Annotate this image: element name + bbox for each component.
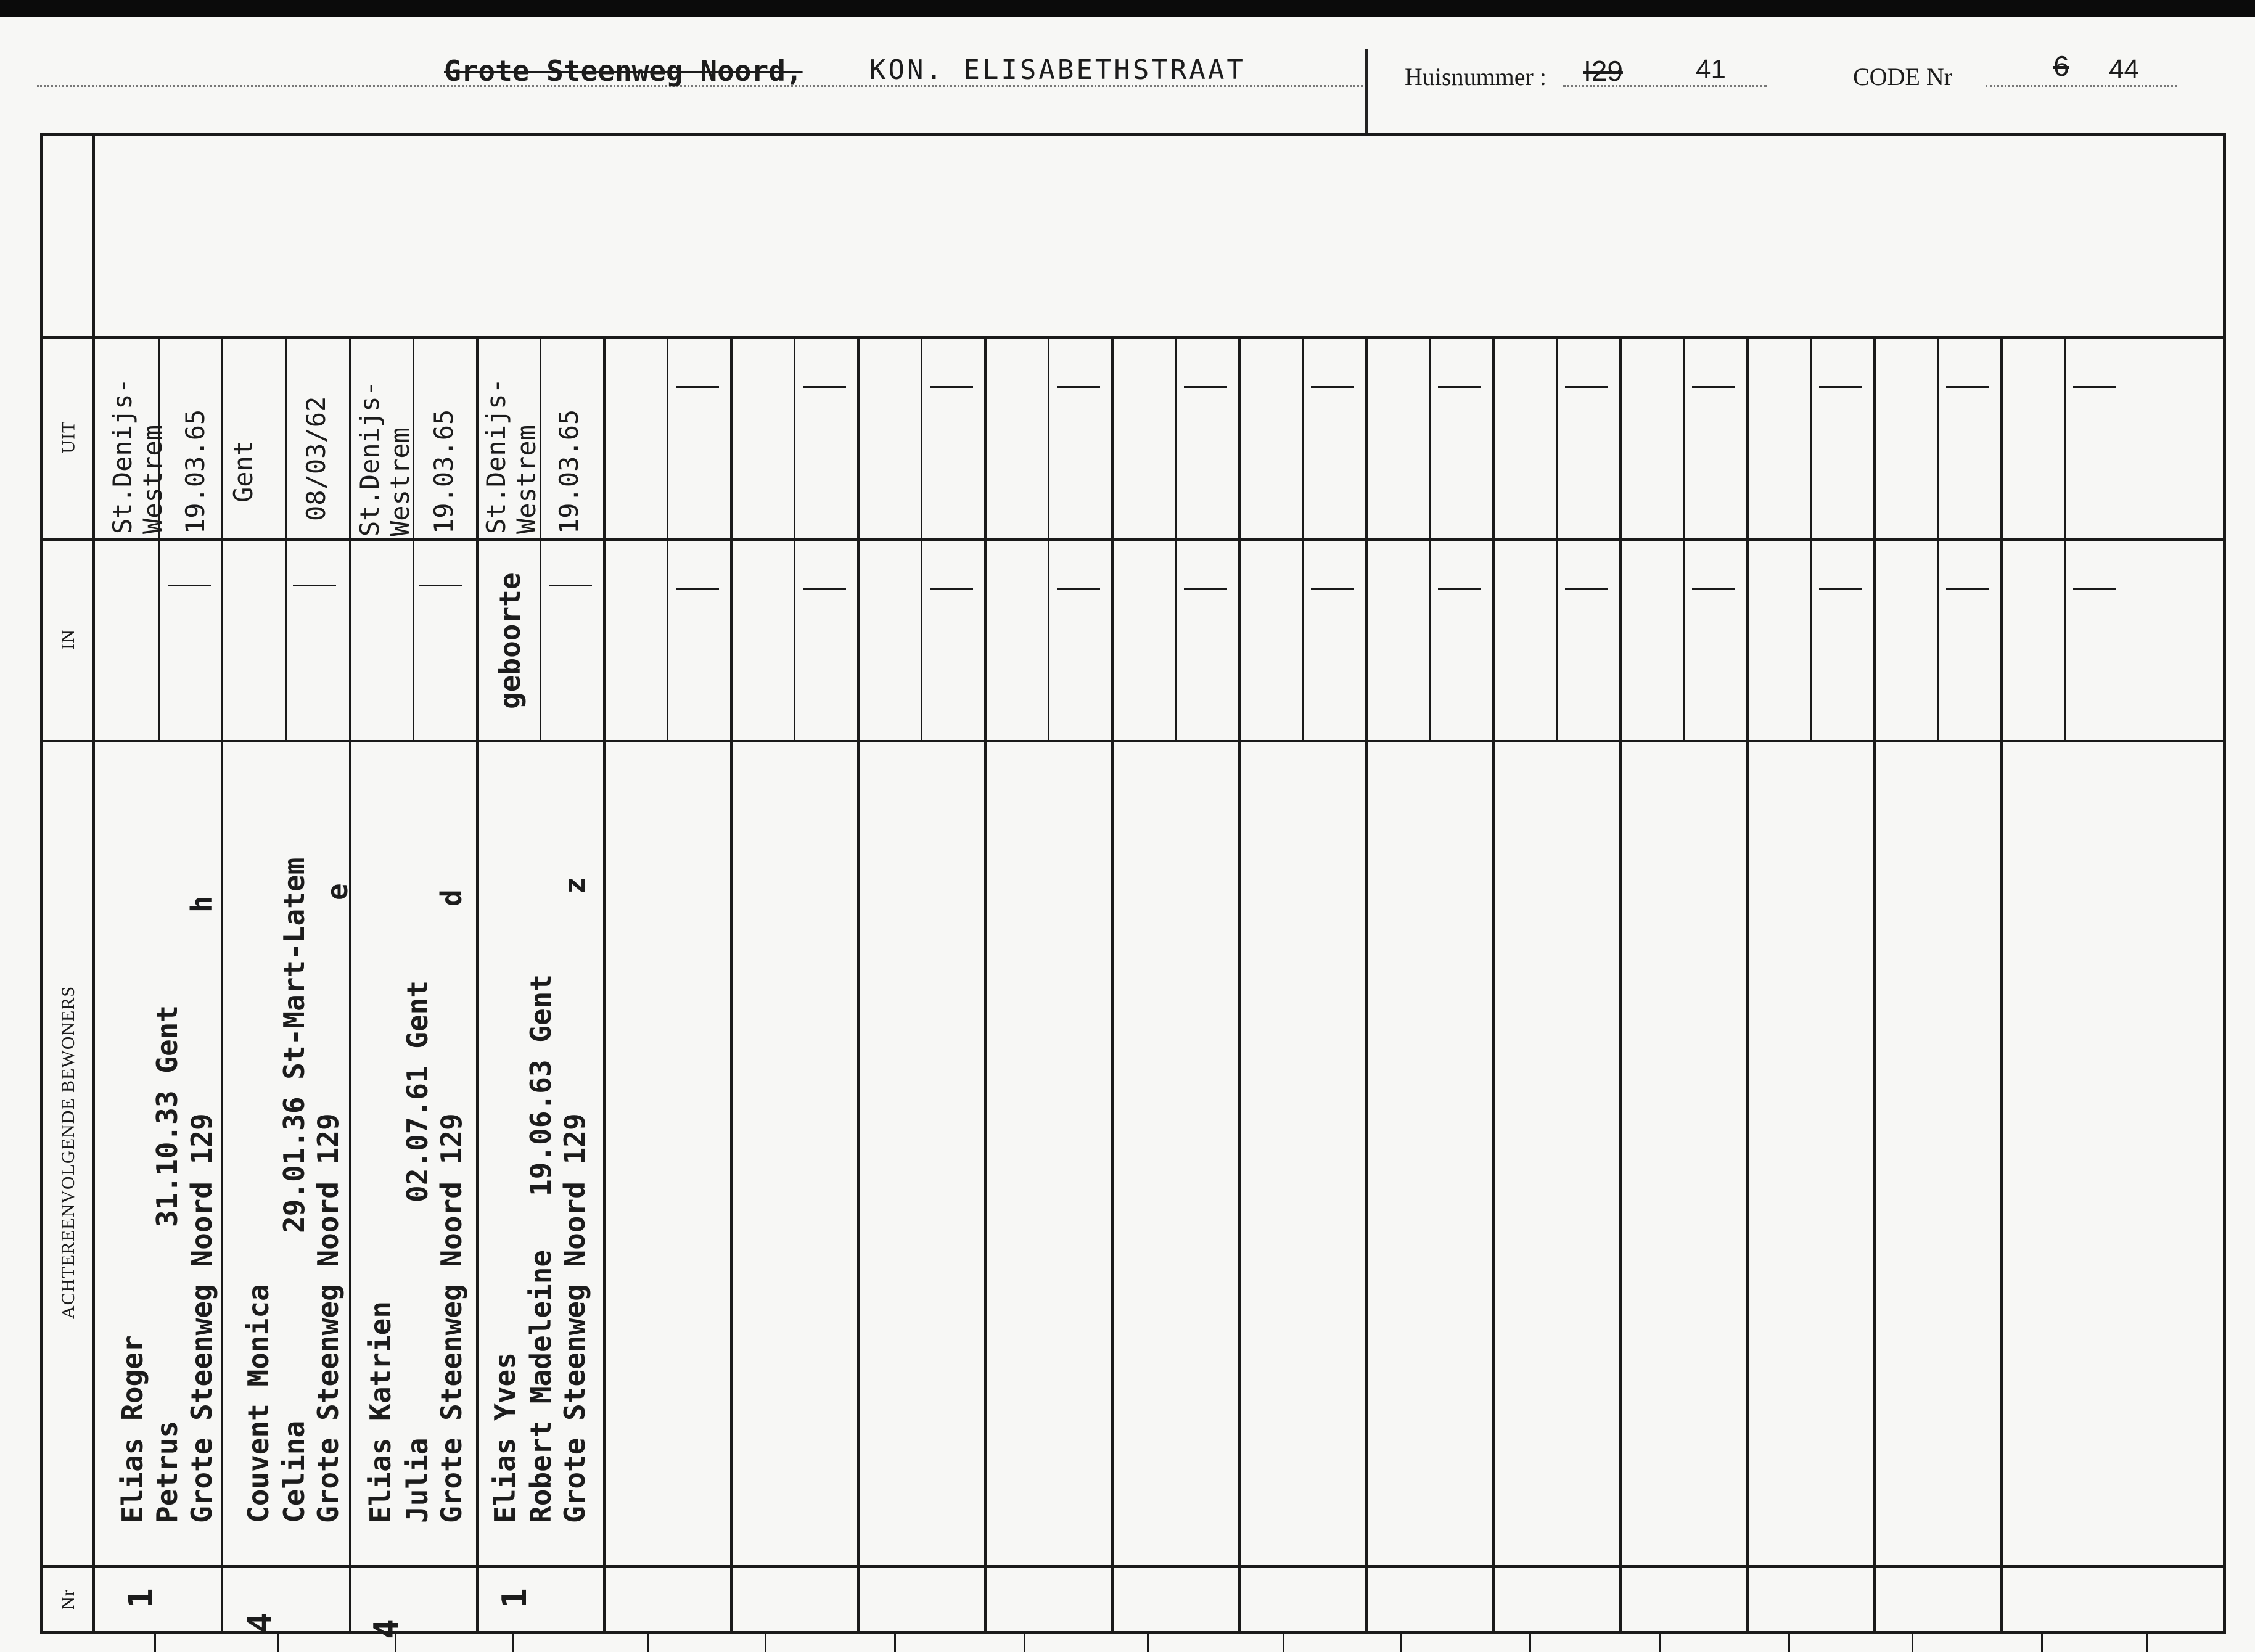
nr-mark: 4 bbox=[366, 1619, 406, 1639]
uit-place: St.Denijs- Westrem bbox=[481, 378, 541, 534]
column-rule bbox=[476, 336, 479, 1634]
in-header: IN bbox=[58, 628, 78, 650]
in-empty-dash bbox=[803, 588, 846, 590]
bottom-tick bbox=[1400, 1634, 1402, 1652]
bottom-tick bbox=[1659, 1634, 1661, 1652]
in-empty-dash bbox=[676, 588, 719, 590]
in-empty-dash bbox=[1819, 588, 1862, 590]
street-new-name: KON. ELISABETHSTRAAT bbox=[869, 54, 1246, 86]
in-empty-dash bbox=[1184, 588, 1227, 590]
uit-empty-dash bbox=[803, 386, 846, 388]
in-empty-dash bbox=[549, 585, 592, 586]
uit-header: UIT bbox=[57, 421, 78, 454]
uit-empty-dash bbox=[1184, 386, 1227, 388]
in-empty-dash bbox=[293, 585, 336, 586]
bottom-tick bbox=[647, 1634, 649, 1652]
uit-place: St.Denijs- Westrem bbox=[355, 380, 415, 536]
in-empty-dash bbox=[930, 588, 973, 590]
code-label: CODE Nr bbox=[1853, 63, 1953, 91]
bottom-tick bbox=[277, 1634, 279, 1652]
huisnummer-old: I29 bbox=[1583, 55, 1623, 87]
resident-given-names: Petrus bbox=[150, 1420, 184, 1523]
sub-column-rule bbox=[2064, 336, 2066, 740]
in-empty-dash bbox=[168, 585, 211, 586]
huisnummer-new: 41 bbox=[1696, 54, 1726, 84]
bewoners-header: ACHTEREENVOLGENDE BEWONERS bbox=[58, 985, 78, 1320]
sub-column-rule bbox=[1937, 336, 1939, 740]
row-rule bbox=[42, 538, 2226, 541]
uit-empty-dash bbox=[1438, 386, 1481, 388]
bottom-tick bbox=[1912, 1634, 1913, 1652]
bottom-tick bbox=[1529, 1634, 1531, 1652]
bottom-tick bbox=[2041, 1634, 2043, 1652]
column-rule bbox=[1111, 336, 1114, 1634]
column-rule bbox=[1873, 336, 1876, 1634]
bottom-tick bbox=[894, 1634, 896, 1652]
column-rule bbox=[730, 336, 733, 1634]
code-dotted-line bbox=[1986, 85, 2177, 87]
bottom-tick bbox=[1283, 1634, 1284, 1652]
code-new: 44 bbox=[2109, 54, 2139, 84]
in-empty-dash bbox=[1438, 588, 1481, 590]
in-empty-dash bbox=[1692, 588, 1735, 590]
uit-empty-dash bbox=[1692, 386, 1735, 388]
sub-column-rule bbox=[1175, 336, 1177, 740]
in-empty-dash bbox=[2073, 588, 2116, 590]
resident-birth: 19.06.63 Gent bbox=[524, 974, 557, 1196]
resident-address: Grote Steenweg Noord 129 bbox=[185, 1113, 218, 1523]
sub-column-rule bbox=[285, 336, 287, 740]
nr-header-cell bbox=[42, 1565, 95, 1634]
street-old-name: Grote Steenweg Noord, bbox=[444, 54, 803, 88]
bottom-tick bbox=[154, 1634, 156, 1652]
column-rule bbox=[1365, 336, 1368, 1634]
row-rule bbox=[42, 1565, 2226, 1568]
resident-given-names: Celina bbox=[277, 1420, 311, 1523]
resident-role: z bbox=[558, 877, 591, 894]
code-old: 6 bbox=[2053, 50, 2069, 82]
resident-role: h bbox=[185, 895, 218, 913]
nr-mark: 1 bbox=[121, 1588, 160, 1608]
nr-mark: 1 bbox=[495, 1588, 534, 1608]
uit-empty-dash bbox=[1311, 386, 1354, 388]
uit-empty-dash bbox=[1819, 386, 1862, 388]
column-rule bbox=[349, 336, 351, 1634]
uit-empty-dash bbox=[1565, 386, 1608, 388]
in-header-cell bbox=[42, 538, 95, 740]
sub-column-rule bbox=[794, 336, 795, 740]
resident-given-names: Julia bbox=[401, 1437, 434, 1523]
header-separator bbox=[1365, 49, 1368, 133]
sub-column-rule bbox=[1302, 336, 1304, 740]
bewoners-header-cell bbox=[42, 740, 95, 1565]
in-empty-dash bbox=[1565, 588, 1608, 590]
uit-empty-dash bbox=[2073, 386, 2116, 388]
resident-birth: 29.01.36 St-Mart-Latem bbox=[277, 857, 311, 1233]
sub-column-rule bbox=[1683, 336, 1685, 740]
uit-date: 19.03.65 bbox=[429, 409, 459, 534]
uit-place: Gent bbox=[228, 440, 258, 503]
bottom-tick bbox=[765, 1634, 766, 1652]
column-rule bbox=[603, 336, 606, 1634]
sub-column-rule bbox=[1556, 336, 1558, 740]
column-rule bbox=[1238, 336, 1241, 1634]
resident-name: Elias Katrien bbox=[364, 1301, 397, 1523]
resident-birth: 31.10.33 Gent bbox=[150, 1005, 184, 1227]
in-empty-dash bbox=[1057, 588, 1100, 590]
sub-column-rule bbox=[1429, 336, 1431, 740]
column-rule bbox=[1746, 336, 1749, 1634]
row-rule bbox=[95, 336, 2226, 339]
resident-birth: 02.07.61 Gent bbox=[401, 980, 434, 1202]
in-empty-dash bbox=[1311, 588, 1354, 590]
top-border-band bbox=[0, 0, 2255, 17]
resident-name: Elias Yves bbox=[488, 1352, 522, 1523]
uit-place: St.Denijs- Westrem bbox=[107, 378, 168, 534]
resident-role: d bbox=[435, 889, 468, 906]
bottom-tick bbox=[2146, 1634, 2148, 1652]
bottom-tick bbox=[1024, 1634, 1025, 1652]
sub-column-rule bbox=[921, 336, 922, 740]
bottom-tick bbox=[1147, 1634, 1149, 1652]
nr-mark: 4 bbox=[240, 1613, 279, 1633]
uit-empty-dash bbox=[676, 386, 719, 388]
resident-name: Elias Roger bbox=[116, 1335, 149, 1523]
huisnummer-label: Huisnummer : bbox=[1405, 63, 1546, 91]
resident-address: Grote Steenweg Noord 129 bbox=[558, 1113, 591, 1523]
column-rule bbox=[2000, 336, 2003, 1634]
bottom-tick bbox=[1788, 1634, 1790, 1652]
resident-given-names: Robert Madeleine bbox=[524, 1249, 557, 1523]
resident-address: Grote Steenweg Noord 129 bbox=[435, 1113, 468, 1523]
sub-column-rule bbox=[667, 336, 668, 740]
uit-date: 19.03.65 bbox=[554, 409, 584, 534]
column-rule bbox=[857, 336, 860, 1634]
nr-header: Nr bbox=[58, 1589, 78, 1610]
column-rule bbox=[984, 336, 987, 1634]
column-rule bbox=[1492, 336, 1495, 1634]
uit-date: 19.03.65 bbox=[180, 409, 210, 534]
column-rule bbox=[1619, 336, 1622, 1634]
sub-column-rule bbox=[1810, 336, 1812, 740]
column-rule bbox=[221, 336, 223, 1634]
uit-empty-dash bbox=[1946, 386, 1989, 388]
bottom-tick bbox=[512, 1634, 514, 1652]
resident-name: Couvent Monica bbox=[242, 1284, 275, 1523]
uit-empty-dash bbox=[1057, 386, 1100, 388]
resident-role: e bbox=[321, 883, 354, 900]
in-empty-dash bbox=[419, 585, 462, 586]
in-empty-dash bbox=[1946, 588, 1989, 590]
row-rule bbox=[42, 740, 2226, 742]
in-place: geboorte bbox=[493, 572, 527, 709]
uit-empty-dash bbox=[930, 386, 973, 388]
uit-date: 08/03/62 bbox=[301, 396, 331, 521]
sub-column-rule bbox=[1048, 336, 1049, 740]
resident-address: Grote Steenweg Noord 129 bbox=[311, 1113, 345, 1523]
uit-header-cell bbox=[42, 336, 95, 538]
